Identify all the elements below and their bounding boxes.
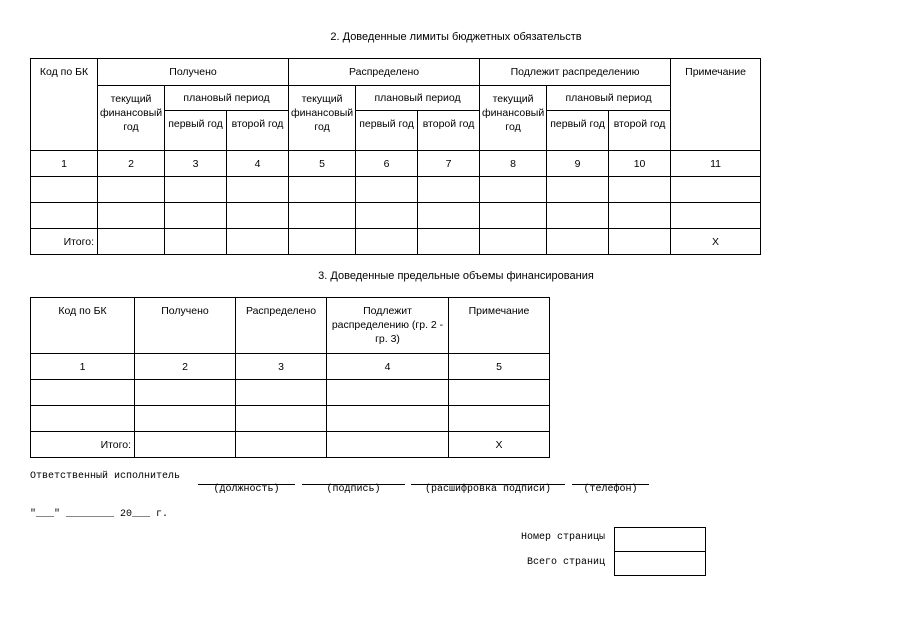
header-raspredeleno: Распределено [236, 298, 327, 354]
empty-cell [609, 203, 671, 229]
empty-cell [327, 406, 449, 432]
total-note: Х [449, 432, 550, 458]
empty-cell [356, 229, 418, 255]
header-planovyy: плановый период [165, 86, 289, 111]
empty-cell [609, 177, 671, 203]
header-tekushchiy: текущий финансовый год [98, 86, 165, 151]
phone-caption: (телефон) [583, 484, 638, 495]
empty-cell [31, 380, 135, 406]
empty-cell [236, 406, 327, 432]
empty-cell [236, 432, 327, 458]
empty-cell [327, 380, 449, 406]
col-number: 8 [480, 151, 547, 177]
empty-cell [480, 177, 547, 203]
header-podlezhit: Подлежит распределению (гр. 2 - гр. 3) [327, 298, 449, 354]
empty-cell [98, 203, 165, 229]
col-number: 1 [31, 354, 135, 380]
empty-cell [98, 177, 165, 203]
col-number: 5 [289, 151, 356, 177]
empty-cell [356, 177, 418, 203]
total-label: Итого: [31, 432, 135, 458]
empty-cell [547, 203, 609, 229]
empty-cell [356, 203, 418, 229]
col-number: 3 [165, 151, 227, 177]
empty-cell [227, 229, 289, 255]
table-row [31, 406, 550, 432]
header-pervyy: первый год [356, 111, 418, 151]
header-vtoroy: второй год [227, 111, 289, 151]
section-2-title: 2. Доведенные лимиты бюджетных обязательств [330, 31, 582, 43]
total-pages-label: Всего страниц [526, 557, 605, 568]
empty-cell [480, 229, 547, 255]
total-row [31, 432, 550, 458]
signature-decoding-caption: (расшифровка подписи) [424, 484, 552, 495]
financing-volumes-table [30, 297, 550, 458]
col-number: 11 [671, 151, 761, 177]
header-kod: Код по БК [31, 59, 98, 151]
header-raspredeleno: Распределено [289, 59, 480, 86]
total-note: Х [671, 229, 761, 255]
empty-cell [165, 229, 227, 255]
empty-cell [671, 203, 761, 229]
empty-cell [609, 229, 671, 255]
header-primechanie: Примечание [449, 298, 550, 354]
responsible-executor-label: Ответственный исполнитель [30, 471, 181, 482]
empty-cell [135, 380, 236, 406]
empty-cell [418, 229, 480, 255]
total-label: Итого: [31, 229, 98, 255]
empty-cell [449, 380, 550, 406]
empty-cell [31, 406, 135, 432]
empty-cell [327, 432, 449, 458]
date-line: "___" ________ 20___ г. [30, 509, 169, 520]
budget-limits-table [30, 58, 761, 255]
position-caption: (должность) [213, 484, 280, 495]
page-number-box[interactable] [614, 527, 706, 552]
header-planovyy: плановый период [547, 86, 671, 111]
col-number: 4 [227, 151, 289, 177]
page-number-label: Номер страницы [520, 532, 605, 543]
table-row [31, 380, 550, 406]
empty-cell [547, 229, 609, 255]
column-number-row [31, 151, 761, 177]
header-primechanie: Примечание [671, 59, 761, 151]
empty-cell [289, 177, 356, 203]
empty-cell [671, 177, 761, 203]
empty-cell [547, 177, 609, 203]
empty-cell [165, 177, 227, 203]
empty-cell [135, 406, 236, 432]
col-number: 5 [449, 354, 550, 380]
column-number-row [31, 354, 550, 380]
section-3-title: 3. Доведенные предельные объемы финансирования [318, 270, 594, 282]
header-pervyy: первый год [547, 111, 609, 151]
empty-cell [480, 203, 547, 229]
empty-cell [289, 229, 356, 255]
header-row-2 [31, 86, 761, 111]
table-row [31, 177, 761, 203]
header-tekushchiy: текущий финансовый год [480, 86, 547, 151]
empty-cell [227, 203, 289, 229]
header-row [31, 298, 550, 354]
col-number: 7 [418, 151, 480, 177]
table-row [31, 203, 761, 229]
empty-cell [289, 203, 356, 229]
empty-cell [227, 177, 289, 203]
total-row [31, 229, 761, 255]
col-number: 1 [31, 151, 98, 177]
col-number: 2 [135, 354, 236, 380]
header-row-1 [31, 59, 761, 86]
header-planovyy: плановый период [356, 86, 480, 111]
total-pages-box[interactable] [614, 551, 706, 576]
header-tekushchiy: текущий финансовый год [289, 86, 356, 151]
col-number: 10 [609, 151, 671, 177]
header-vtoroy: второй год [609, 111, 671, 151]
empty-cell [98, 229, 165, 255]
empty-cell [449, 406, 550, 432]
empty-cell [418, 203, 480, 229]
empty-cell [31, 203, 98, 229]
header-kod: Код по БК [31, 298, 135, 354]
header-polucheno: Получено [98, 59, 289, 86]
empty-cell [418, 177, 480, 203]
col-number: 4 [327, 354, 449, 380]
header-podlezhit: Подлежит распределению [480, 59, 671, 86]
empty-cell [236, 380, 327, 406]
signature-caption: (подпись) [326, 484, 381, 495]
col-number: 2 [98, 151, 165, 177]
col-number: 9 [547, 151, 609, 177]
header-vtoroy: второй год [418, 111, 480, 151]
header-polucheno: Получено [135, 298, 236, 354]
col-number: 6 [356, 151, 418, 177]
empty-cell [135, 432, 236, 458]
empty-cell [31, 177, 98, 203]
empty-cell [165, 203, 227, 229]
header-pervyy: первый год [165, 111, 227, 151]
col-number: 3 [236, 354, 327, 380]
